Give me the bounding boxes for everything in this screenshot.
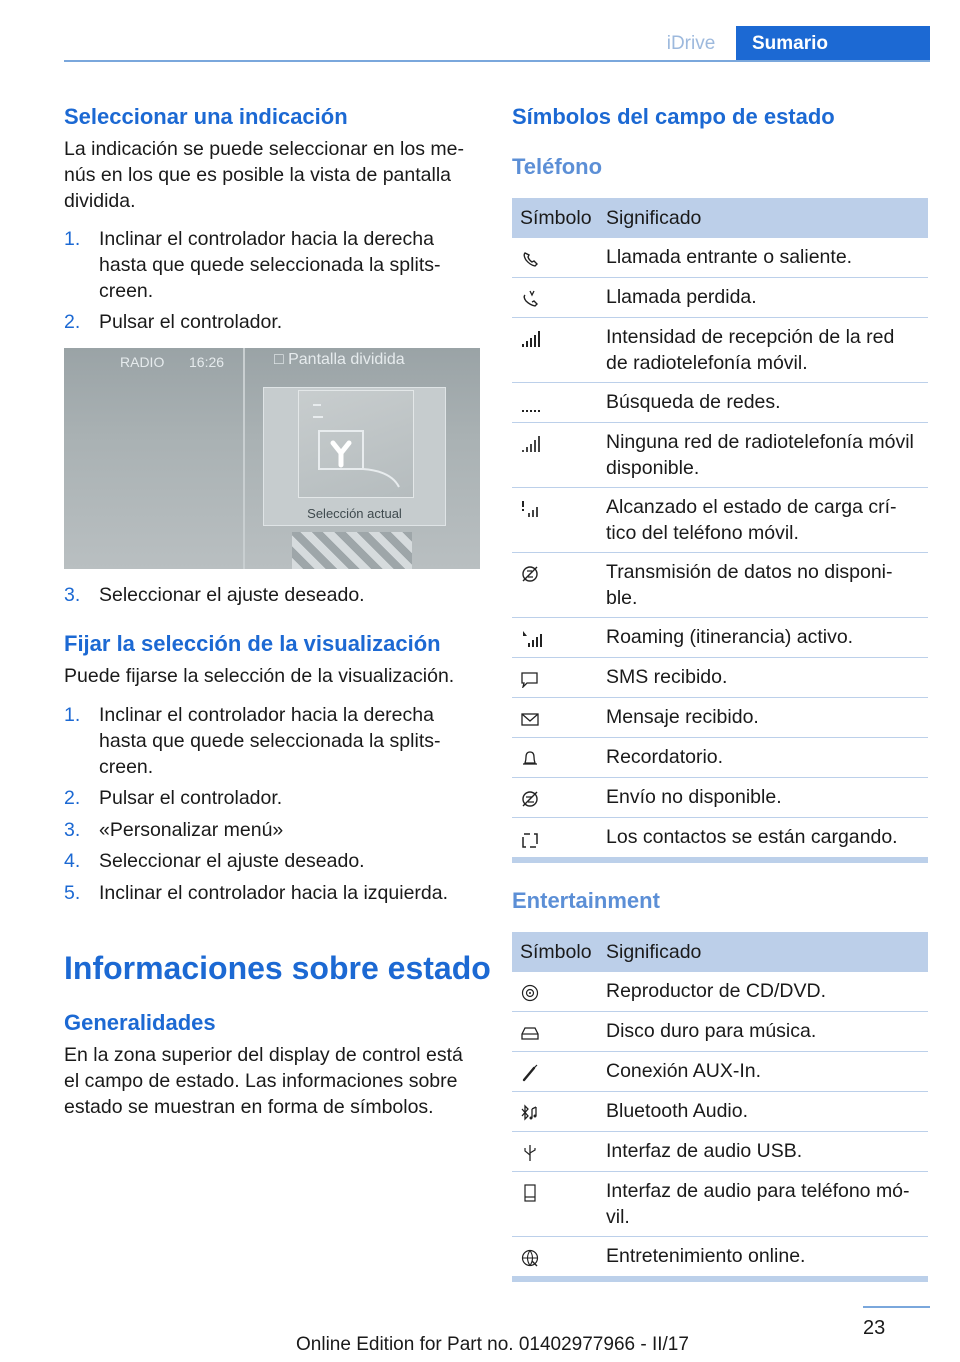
split-screen-screenshot: [64, 348, 480, 569]
symbol-meaning: Reproductor de CD/DVD.: [606, 980, 827, 1002]
tab-sumario[interactable]: Sumario: [736, 26, 930, 62]
list-item: 4. Seleccionar el ajuste deseado.: [64, 850, 365, 872]
figure-radio-label: RADIO: [120, 354, 165, 370]
phone-audio-icon: [520, 1184, 548, 1202]
table-row: [512, 488, 928, 553]
footer-rule: [863, 1306, 930, 1308]
symbol-meaning: Recordatorio.: [606, 746, 724, 768]
figure-navigation-tile: [298, 390, 414, 498]
figure-bottom-pattern: [292, 532, 412, 569]
symbol-meaning: Búsqueda de redes.: [606, 391, 781, 413]
list-item: 1. Inclinar el controlador hacia la derecha hasta que quede seleccionada la splits‐ creen.: [64, 704, 441, 778]
header-rule: [64, 60, 930, 62]
list-item: 3. Seleccionar el ajuste deseado.: [64, 584, 365, 606]
column-header-meaning: Significado: [606, 207, 702, 229]
table-row: [512, 818, 928, 858]
symbol-meaning: Envío no disponible.: [606, 786, 782, 808]
symbol-meaning: Los contactos se están cargando.: [606, 826, 898, 848]
list-item: 2. Pulsar el controlador.: [64, 787, 283, 809]
symbol-meaning: SMS recibido.: [606, 666, 728, 688]
symbol-meaning: Mensaje recibido.: [606, 706, 759, 728]
phone-call-icon: [520, 250, 548, 268]
table-row: [512, 1132, 928, 1172]
section-title-status-symbols: Símbolos del campo de estado: [512, 104, 835, 129]
symbol-meaning: Ninguna red de radiotelefonía móvil disponible.: [606, 431, 914, 479]
table-header: [512, 198, 928, 238]
table-row: [512, 778, 928, 818]
paragraph-fix-selection: Puede fijarse la selección de la visualización.: [64, 665, 455, 687]
column-header-symbol: Símbolo: [520, 941, 592, 963]
send-unavailable-icon: [520, 790, 548, 808]
paragraph-select-indication: La indicación se puede seleccionar en los me‐ nús en los que es posible la vista de pantalla dividida.: [64, 138, 464, 212]
figure-time-label: 16:26: [189, 354, 225, 370]
low-battery-icon: [520, 500, 548, 518]
page-number: 23: [863, 1317, 886, 1339]
sms-icon: [520, 670, 548, 688]
table-row: [512, 1052, 928, 1092]
subsection-title-entertainment: Entertainment: [512, 888, 660, 913]
tab-idrive[interactable]: iDrive: [666, 33, 716, 54]
cd-dvd-icon: [520, 984, 548, 1002]
column-header-symbol: Símbolo: [520, 207, 592, 229]
symbol-meaning: Disco duro para música.: [606, 1020, 817, 1042]
table-row: [512, 553, 928, 618]
symbol-meaning: Bluetooth Audio.: [606, 1100, 749, 1122]
symbol-meaning: Roaming (itinerancia) activo.: [606, 626, 854, 648]
paragraph-generalities: En la zona superior del display de control está el campo de estado. Las informaciones sobre estado se muestran en forma de símbolos.: [64, 1044, 463, 1118]
figure-divider: [243, 348, 245, 569]
chapter-title-status-info: Informaciones sobre estado: [64, 950, 491, 986]
symbol-meaning: Llamada entrante o saliente.: [606, 246, 853, 268]
symbol-meaning: Alcanzado el estado de carga crí‐ tico del teléfono móvil.: [606, 496, 897, 544]
table-row: [512, 383, 928, 423]
table-row: [512, 1092, 928, 1132]
online-entertainment-icon: [520, 1249, 548, 1267]
figure-preview-panel: [263, 387, 446, 526]
list-item: 5. Inclinar el controlador hacia la izquierda.: [64, 882, 449, 904]
table-row: [512, 1237, 928, 1277]
table-row: [512, 238, 928, 278]
route-arrow-icon: [299, 391, 413, 497]
symbol-meaning: Interfaz de audio para teléfono mó‐ vil.: [606, 1180, 910, 1228]
table-row: [512, 738, 928, 778]
no-data-icon: [520, 565, 548, 583]
table-end-band: [512, 858, 928, 863]
table-row: [512, 972, 928, 1012]
subsection-title-phone: Teléfono: [512, 154, 603, 179]
figure-split-title: □ Pantalla dividida: [274, 351, 405, 368]
table-row: [512, 698, 928, 738]
missed-call-icon: [520, 290, 548, 308]
list-item: 3. «Personalizar menú»: [64, 819, 284, 841]
table-row: [512, 1012, 928, 1052]
table-row: [512, 318, 928, 383]
entertainment-symbols-table: [512, 932, 928, 1276]
symbol-meaning: Intensidad de recepción de la red de radiotelefonía móvil.: [606, 326, 895, 374]
table-row: [512, 1172, 928, 1237]
table-header: [512, 932, 928, 972]
phone-symbols-table: [512, 198, 928, 860]
contacts-loading-icon: [520, 830, 548, 848]
section-title-fix-selection: Fijar la selección de la visualización: [64, 631, 441, 656]
section-title-select-indication: Seleccionar una indicación: [64, 104, 348, 129]
edition-note: Online Edition for Part no. 01402977966 - II/17: [296, 1334, 689, 1355]
bluetooth-audio-icon: [520, 1104, 548, 1122]
table-row: [512, 278, 928, 318]
symbol-meaning: Conexión AUX-In.: [606, 1060, 762, 1082]
envelope-icon: [520, 710, 548, 728]
table-row: [512, 658, 928, 698]
figure-current-selection: Selección actual: [307, 506, 402, 521]
hard-disk-icon: [520, 1024, 548, 1042]
table-row: [512, 618, 928, 658]
signal-strength-icon: [520, 330, 548, 348]
no-network-icon: [520, 435, 548, 453]
symbol-meaning: Entretenimiento online.: [606, 1245, 806, 1267]
roaming-icon: [520, 630, 548, 648]
table-row: [512, 423, 928, 488]
aux-in-icon: [520, 1064, 548, 1082]
usb-icon: [520, 1144, 548, 1162]
section-title-generalities: Generalidades: [64, 1010, 216, 1035]
column-header-meaning: Significado: [606, 941, 702, 963]
symbol-meaning: Interfaz de audio USB.: [606, 1140, 803, 1162]
table-end-band: [512, 1277, 928, 1282]
network-search-icon: [520, 395, 548, 413]
list-item: 2. Pulsar el controlador.: [64, 311, 283, 333]
symbol-meaning: Llamada perdida.: [606, 286, 757, 308]
symbol-meaning: Transmisión de datos no disponi‐ ble.: [606, 561, 893, 609]
list-item: 1. Inclinar el controlador hacia la derecha hasta que quede seleccionada la splits‐ creen.: [64, 228, 441, 302]
bell-icon: [520, 750, 548, 768]
